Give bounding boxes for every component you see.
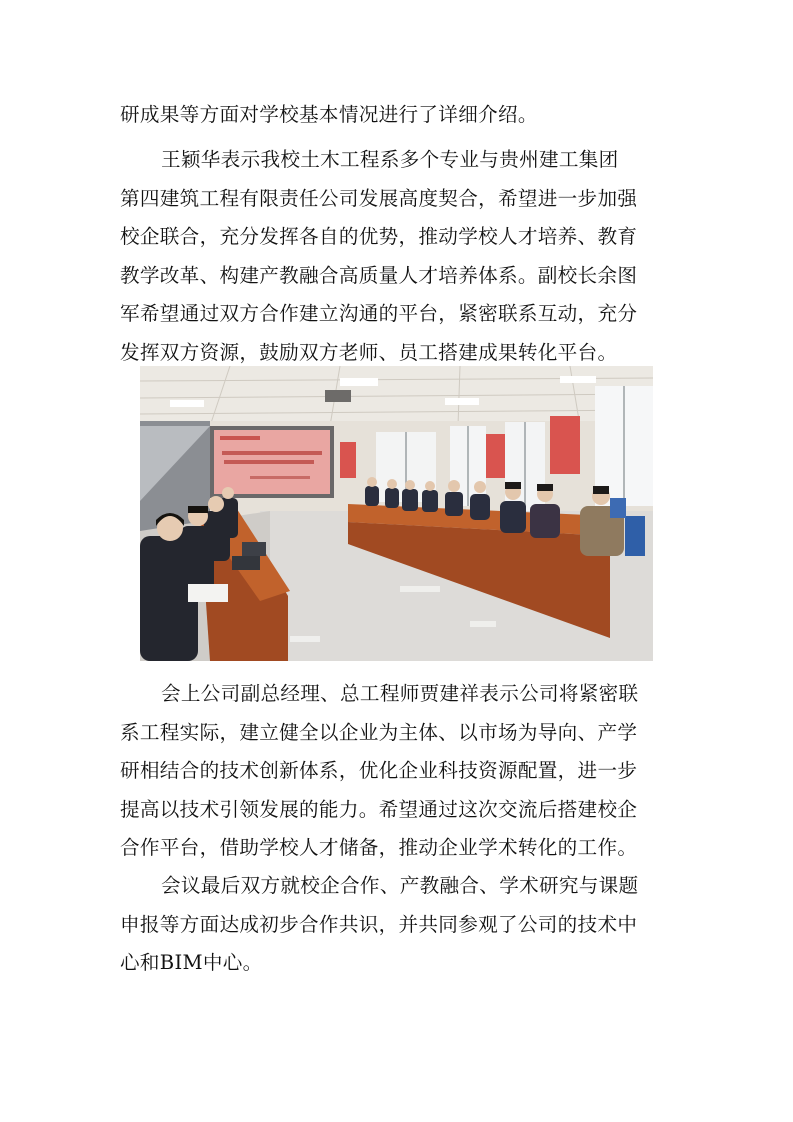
text-line: 校企联合，充分发挥各自的优势，推动学校人才培养、教育 — [120, 225, 638, 248]
text-line: 军希望通过双方合作建立沟通的平台，紧密联系互动，充分 — [120, 302, 638, 325]
text-line: 研成果等方面对学校基本情况进行了详细介绍。 — [120, 103, 538, 126]
text-line: 研相结合的技术创新体系，优化企业科技资源配置，进一步 — [120, 759, 638, 782]
text-line: 会上公司副总经理、总工程师贾建祥表示公司将紧密联 — [161, 682, 639, 705]
text-line: 教学改革、构建产教融合高质量人才培养体系。副校长余图 — [120, 263, 638, 287]
meeting-photo — [140, 366, 653, 661]
text-line: 申报等方面达成初步合作共识，并共同参观了公司的技术中 — [120, 912, 638, 936]
text-line: 王颖华表示我校土木工程系多个专业与贵州建工集团 — [161, 148, 619, 171]
text-line: 系工程实际，建立健全以企业为主体、以市场为导向、产学 — [120, 720, 638, 744]
text-line: 合作平台，借助学校人才储备，推动企业学术转化的工作。 — [120, 836, 638, 859]
text-line: 发挥双方资源，鼓励双方老师、员工搭建成果转化平台。 — [120, 340, 618, 364]
text-line: 会议最后双方就校企合作、产教融合、学术研究与课题 — [161, 874, 639, 897]
text-line: 第四建筑工程有限责任公司发展高度契合，希望进一步加强 — [120, 186, 638, 210]
text-line: 提高以技术引领发展的能力。希望通过这次交流后搭建校企 — [120, 797, 638, 821]
text-line: 心和BIM中心。 — [120, 951, 263, 974]
